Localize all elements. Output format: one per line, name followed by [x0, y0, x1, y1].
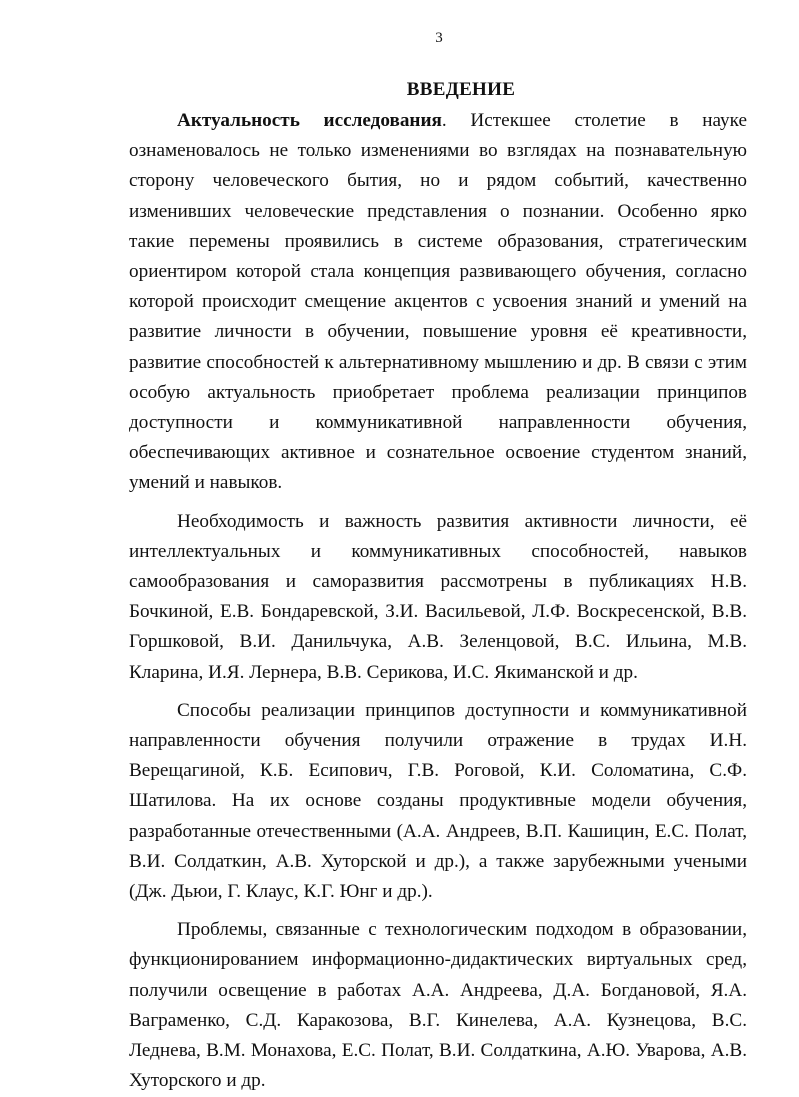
- body-text: [129, 106, 747, 1097]
- section-heading: ВВЕДЕНИЕ: [406, 79, 516, 100]
- paragraph-technology: Проблемы, связанные с технологическим подходом в образовании, функционированием информационно-дидактических виртуальных сред, получили освещение в работах А.А. Андреева, Д.А. Богдановой, Я.А. Ваграменко, С.Д. Каракозова, В.Г. Кинелева, А.А. Кузнецова, В.С. Леднева, В.М. Монахова, Е.С. Полат, В.И. Солдаткина, А.Ю. Уварова, А.В. Хуторского и др.: [129, 919, 747, 1092]
- page-number: 3: [435, 30, 443, 46]
- paragraph-text: . Истекшее столетие в науке ознаменовалось не только изменениями во взглядах на познавательную сторону человеческого бытия, но и рядом событий, качественно изменивших человеческие представления о познании. Особенно ярко такие перемены проявились в системе образования, стратегическим ориентиром которой стала концепция развивающего обучения, согласно которой происходит смещение акцентов с усвоения знаний и умений на развитие личности в обучении, повышение уровня её креативности, развитие способностей к альтернативному мышлению и др. В связи с этим особую актуальность приобретает проблема реализации принципов доступности и коммуникативной направленности обучения, обеспечивающих активное и сознательное освоение студентом знаний, умений и навыков.: [129, 110, 747, 494]
- paragraph-activity: Необходимость и важность развития активности личности, её интеллектуальных и коммуникативных способностей, навыков самообразования и саморазвития рассмотрены в публикациях Н.В. Бочкиной, Е.В. Бондаревской, З.И. Васильевой, Л.Ф. Воскресенской, В.В. Горшковой, В.И. Данильчука, А.В. Зеленцовой, В.С. Ильина, М.В. Кларина, И.Я. Лернера, В.В. Серикова, И.С. Якиманской и др.: [129, 510, 747, 683]
- paragraph-methods: Способы реализации принципов доступности и коммуникативной направленности обучения получили отражение в трудах И.Н. Верещагиной, К.Б. Есипович, Г.В. Роговой, К.И. Соломатина, С.Ф. Шатилова. На их основе созданы продуктивные модели обучения, разработанные отечественными (А.А. Андреев, В.П. Кашицин, Е.С. Полат, В.И. Солдаткин, А.В. Хуторской и др.), а также зарубежными учеными (Дж. Дьюи, Г. Клаус, К.Г. Юнг и др.).: [129, 699, 747, 903]
- paragraph-lead: Актуальность исследования: [177, 110, 442, 131]
- paragraph-relevance: [129, 106, 747, 499]
